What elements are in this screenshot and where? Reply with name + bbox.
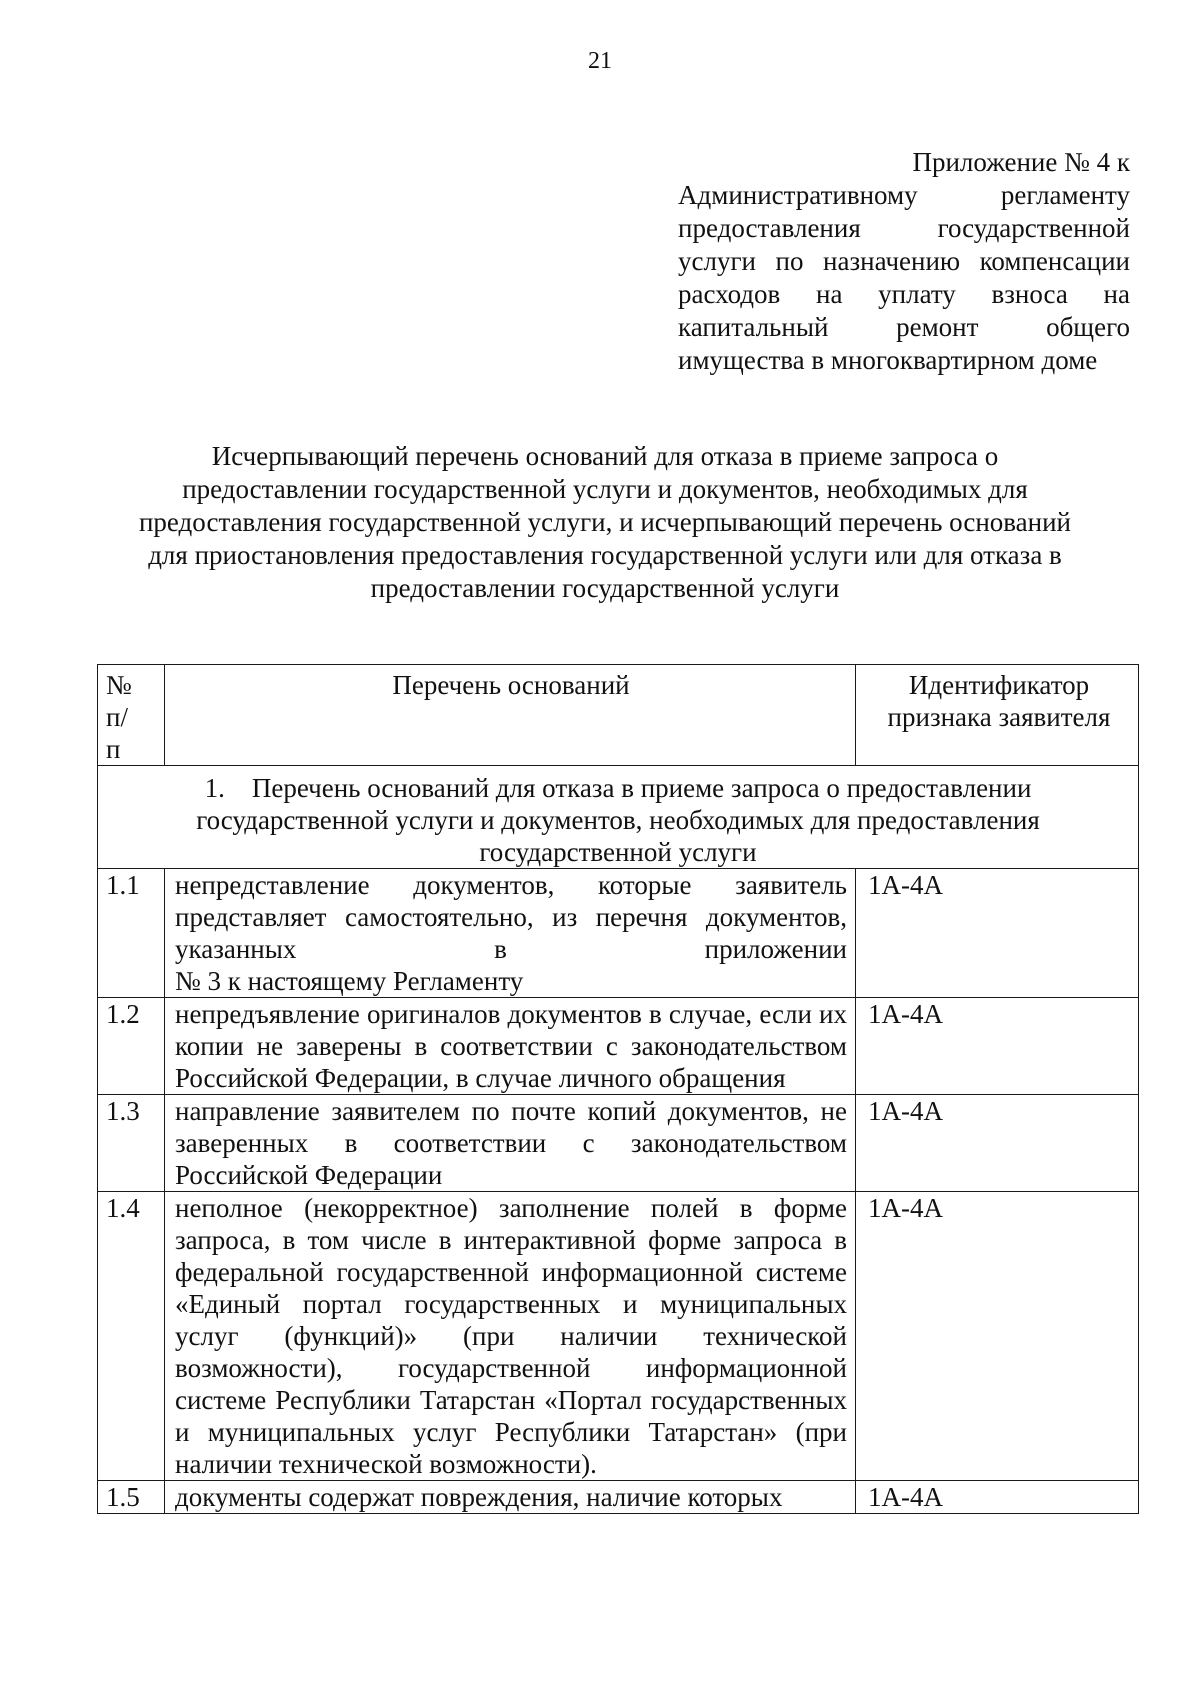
grounds-table [97, 664, 1139, 1514]
header-num-cell [98, 665, 165, 766]
row-reason-tail: № 3 к настоящему Регламенту [175, 966, 524, 996]
title-line: Исчерпывающий перечень оснований для отказа в приеме запроса о [211, 441, 999, 471]
table-row [98, 1192, 1139, 1481]
row-reason [175, 869, 847, 997]
header-ident-cell [856, 665, 1139, 766]
header-reason: Перечень оснований [392, 670, 630, 700]
appendix-heading: Приложение № 4 к [912, 147, 1130, 177]
table-row [98, 998, 1139, 1095]
row-identifier: 1А-4А [856, 1192, 1139, 1481]
row-reason-cell [165, 1095, 856, 1192]
appendix-note [678, 146, 1130, 377]
row-reason: направление заявителем по почте копий документов, не заверенных в соответствии с законодательством Российской Федерации [175, 1096, 847, 1190]
title-line: для приостановления предоставления государственной услуги или для отказа в [148, 540, 1062, 570]
row-number: 1.2 [98, 998, 165, 1095]
section-row [98, 766, 1139, 869]
row-identifier: 1А-4А [856, 869, 1139, 998]
page-number: 21 [588, 48, 612, 74]
row-identifier: 1А-4А [856, 1095, 1139, 1192]
title-line: предоставлении государственной услуги [370, 573, 840, 603]
row-reason-cell [165, 998, 856, 1095]
row-number: 1.3 [98, 1095, 165, 1192]
row-reason: непредъявление оригиналов документов в случае, если их копии не заверены в соответствии с законодательством Российской Федерации, в случае личного обращения [175, 999, 847, 1093]
row-reason: документы содержат повреждения, наличие которых [175, 1482, 783, 1512]
title-line: предоставления государственной услуги, и исчерпывающий перечень оснований [138, 507, 1072, 537]
header-ident: Идентификатор признака заявителя [887, 670, 1111, 732]
row-reason-cell [165, 869, 856, 998]
appendix-text: Административному регламенту предоставления государственной услуги по назначению компенсации расходов на уплату взноса на капитальный ремонт общего имущества в многоквартирном доме [678, 180, 1130, 375]
row-reason-main: непредставление документов, которые заявитель представляет самостоятельно, из перечня документов, указанных в приложении [175, 870, 847, 964]
row-identifier: 1А-4А [856, 998, 1139, 1095]
table-row [98, 1481, 1139, 1514]
table-row [98, 1095, 1139, 1192]
row-reason: неполное (некорректное) заполнение полей в форме запроса, в том числе в интерактивной форме запроса в федеральной государственной информационной системе «Единый портал государственных и муниципальных услуг (функций)» (при наличии технической возможности), государственной информационной системе Республики Татарстан «Портал государственных и муниципальных услуг Республики Татарстан» (при наличии технической возможности). [175, 1193, 847, 1479]
header-num: № п/ п [106, 670, 132, 764]
header-reason-cell [165, 665, 856, 766]
row-reason-cell [165, 1192, 856, 1481]
row-reason-cell [165, 1481, 856, 1514]
row-number: 1.4 [98, 1192, 165, 1481]
row-number: 1.5 [98, 1481, 165, 1514]
document-title [110, 440, 1100, 605]
table-header-row [98, 665, 1139, 766]
table-row [98, 869, 1139, 998]
row-number: 1.1 [98, 869, 165, 998]
title-line: предоставлении государственной услуги и документов, необходимых для [182, 474, 1028, 504]
section-heading: 1. Перечень оснований для отказа в приеме запроса о предоставлении государственной услуги и документов, необходимых для предоставления государственной услуги [98, 766, 1139, 869]
row-identifier: 1А-4А [856, 1481, 1139, 1514]
